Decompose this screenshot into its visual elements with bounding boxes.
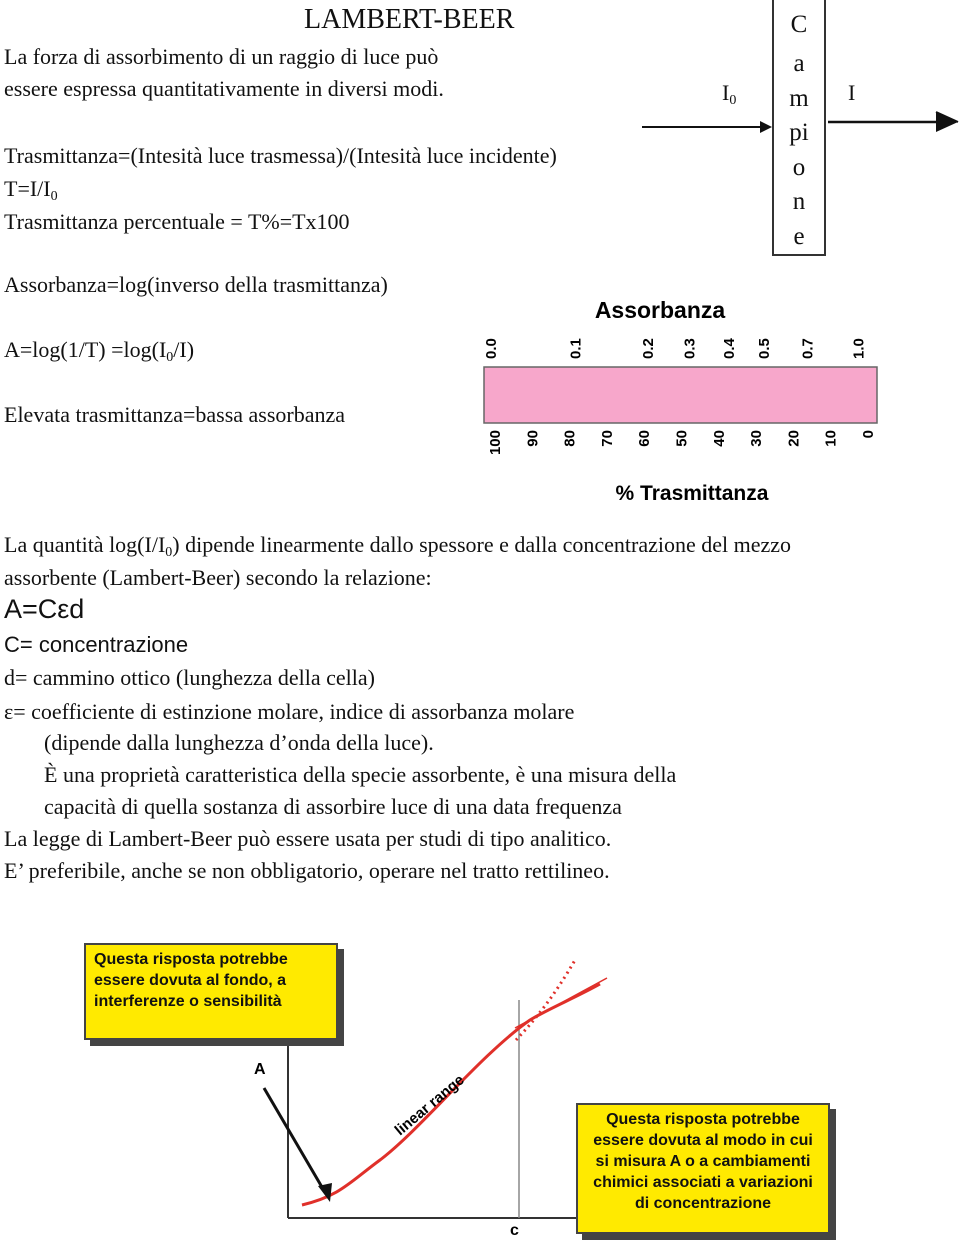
absorbance-transmittance-scale (470, 295, 910, 510)
scale-bottom-title: % Trasmittanza (615, 482, 769, 505)
incident-intensity-label: $I_0$ (722, 80, 737, 108)
y-axis-label: A (254, 1061, 266, 1078)
callout-background: Questa risposta potrebbe essere dovuta al fondo, a interferenze o sensibilità (84, 943, 338, 1040)
transmittance-tick-label: 10 (822, 430, 840, 447)
pointer-arrow-low (264, 1088, 332, 1202)
sample-letter: C (790, 11, 808, 38)
transmittance-absorbance-note: Elevata trasmittanza=bassa assorbanza (4, 402, 346, 427)
epsilon-wavelength-note: (dipende dalla lunghezza d’onda della luce). (44, 730, 434, 755)
transmittance-tick-label: 80 (561, 430, 579, 447)
analytical-use-text: La legge di Lambert-Beer può essere usata per studi di tipo analitico. (4, 826, 612, 851)
absorbance-definition: Assorbanza=log(inverso della trasmittanza) (4, 272, 388, 297)
transmittance-definition: Trasmittanza=(Intesità luce trasmessa)/(Intesità luce incidente) (4, 143, 557, 168)
absorbance-tick-label: 0.2 (640, 338, 658, 359)
absorbance-ticks (483, 337, 867, 359)
absorbance-tick-label: 1.0 (850, 338, 868, 359)
transmittance-formula: $T=I/I_0$ (4, 176, 58, 204)
transmittance-percent: Trasmittanza percentuale = T%=Tx100 (4, 209, 350, 234)
x-axis-label: c (510, 1222, 519, 1239)
transmittance-tick-label: 70 (598, 430, 616, 447)
transmittance-tick-label: 100 (487, 430, 504, 456)
lambert-beer-equation: A=Cεd (4, 594, 85, 624)
sample-letter: pi (789, 119, 809, 146)
scale-bar (484, 367, 877, 423)
concentration-definition: C= concentrazione (4, 632, 189, 657)
sample-letter: o (792, 154, 806, 181)
transmittance-tick-label: 0 (860, 430, 877, 439)
callout-chemistry: Questa risposta potrebbe essere dovuta al modo in cui si misura A o a cambiamenti chimici associati a variazioni di concentrazione (576, 1103, 830, 1234)
linear-range-label: linear range (391, 1071, 468, 1140)
absorbance-tick-label: 0.5 (756, 338, 774, 359)
absorbance-tick-label: 0.4 (720, 338, 738, 359)
transmittance-tick-label: 90 (524, 430, 542, 447)
epsilon-definition: ε= coefficiente di estinzione molare, indice di assorbanza molare (4, 699, 575, 724)
page-title: LAMBERT-BEER (304, 4, 515, 35)
incident-beam-arrow (642, 121, 772, 133)
lambert-beer-relation-text: assorbente (Lambert-Beer) secondo la relazione: (4, 565, 432, 590)
transmittance-ticks (487, 430, 877, 455)
sample-cell (772, 0, 826, 256)
path-length-definition: d= cammino ottico (lunghezza della cella) (4, 665, 375, 690)
transmittance-tick-label: 20 (785, 430, 803, 447)
epsilon-property-note: È una proprietà caratteristica della specie assorbente, è una misura della (44, 762, 677, 787)
log-dependency-text: La quantità $\log(I/I_0)$ dipende linearmente dallo spessore e dalla concentrazione del mezzo (4, 532, 792, 560)
transmitted-intensity-label: I (848, 80, 856, 105)
epsilon-capacity-note: capacità di quella sostanza di assorbire luce di una data frequenza (44, 794, 622, 819)
absorbance-formula: $A=\log(1/T) =\log(I_0/I)$ (4, 337, 195, 365)
transmitted-beam-arrow (828, 112, 958, 132)
scale-top-title: Assorbanza (594, 297, 726, 323)
sample-letter: a (793, 50, 805, 77)
absorbance-tick-label: 0.1 (567, 338, 585, 359)
transmittance-tick-label: 30 (748, 430, 766, 447)
absorbance-tick-label: 0.3 (681, 338, 699, 359)
sample-letter: n (792, 188, 806, 215)
sample-letter: m (789, 85, 809, 112)
transmittance-tick-label: 50 (673, 430, 691, 447)
intro-line-1: La forza di assorbimento di un raggio di luce può (4, 44, 439, 69)
intro-line-2: essere espressa quantitativamente in diversi modi. (4, 76, 444, 101)
sample-letter: e (793, 223, 805, 250)
transmittance-tick-label: 40 (710, 430, 728, 447)
linear-range-advice: E’ preferibile, anche se non obbligatorio, operare nel tratto rettilineo. (4, 858, 610, 883)
transmittance-tick-label: 60 (636, 430, 654, 447)
tangent-line (515, 978, 607, 1028)
absorbance-tick-label: 0.7 (799, 338, 817, 359)
absorbance-tick-label: 0.0 (483, 338, 500, 359)
